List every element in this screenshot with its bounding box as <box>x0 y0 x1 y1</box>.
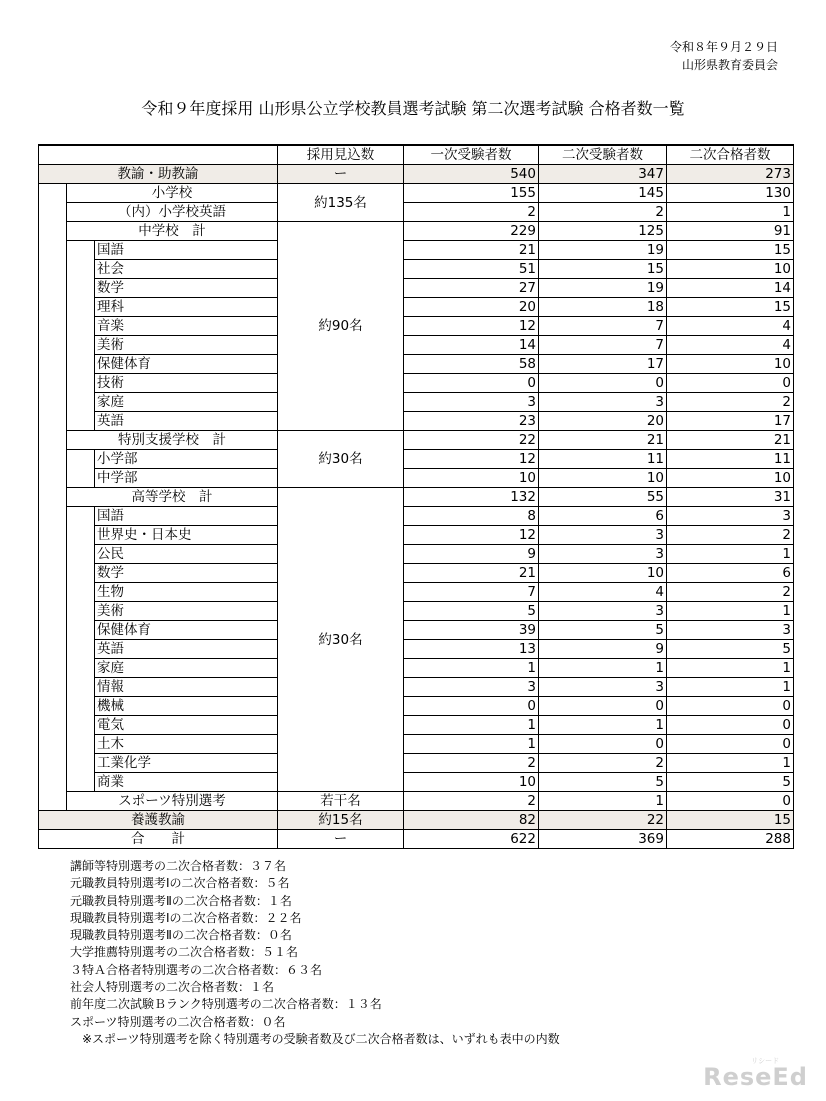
row-label: （内）小学校英語 <box>67 203 278 222</box>
value-cell: 20 <box>539 412 667 431</box>
table-row <box>39 773 794 792</box>
indent-cell <box>67 393 95 412</box>
indent-cell <box>67 355 95 374</box>
value-cell: 10 <box>404 469 539 488</box>
value-cell: 6 <box>539 507 667 526</box>
value-cell: 540 <box>404 165 539 184</box>
value-cell: 21 <box>667 431 794 450</box>
indent-cell <box>67 317 95 336</box>
row-label: 家庭 <box>95 659 278 678</box>
indent-cell <box>39 374 67 393</box>
note-line: 元職教員特別選考Ⅰの二次合格者数：５名 <box>70 876 290 891</box>
value-cell: 15 <box>667 241 794 260</box>
note-line: 現職教員特別選考Ⅰの二次合格者数：２２名 <box>70 910 302 925</box>
value-cell: 273 <box>667 165 794 184</box>
row-label: スポーツ特別選考 <box>67 792 278 811</box>
table-row <box>39 241 794 260</box>
table-row <box>39 450 794 469</box>
value-cell: 10 <box>539 469 667 488</box>
value-cell: 21 <box>539 431 667 450</box>
value-cell: 58 <box>404 355 539 374</box>
table-row <box>39 279 794 298</box>
value-cell: 2 <box>667 583 794 602</box>
value-cell: 10 <box>404 773 539 792</box>
table-row <box>39 374 794 393</box>
summary-row <box>39 165 794 184</box>
indent-cell <box>39 545 67 564</box>
indent-cell <box>39 716 67 735</box>
value-cell: 2 <box>667 393 794 412</box>
value-cell: 0 <box>667 697 794 716</box>
value-cell: 1 <box>404 735 539 754</box>
document-date: 令和８年９月２９日 <box>669 40 778 54</box>
corner-cell <box>39 145 278 165</box>
value-cell: 11 <box>539 450 667 469</box>
value-cell: 31 <box>667 488 794 507</box>
note-line: 現職教員特別選考Ⅱの二次合格者数：０名 <box>70 928 292 943</box>
indent-cell <box>39 621 67 640</box>
row-label: 小学校 <box>67 184 278 203</box>
indent-cell <box>67 602 95 621</box>
value-cell: 1 <box>404 659 539 678</box>
indent-cell <box>39 260 67 279</box>
indent-cell <box>67 545 95 564</box>
indent-cell <box>67 507 95 526</box>
indent-cell <box>39 241 67 260</box>
issuing-organization: 山形県教育委員会 <box>681 58 778 72</box>
value-cell: 229 <box>404 222 539 241</box>
table-row <box>39 507 794 526</box>
table-row <box>39 393 794 412</box>
value-cell: 1 <box>539 716 667 735</box>
table-row <box>39 336 794 355</box>
value-cell: 3 <box>539 526 667 545</box>
value-cell: 288 <box>667 830 794 849</box>
note-line: 元職教員特別選考Ⅱの二次合格者数：１名 <box>70 893 292 908</box>
value-cell: 145 <box>539 184 667 203</box>
column-header: 二次受験者数 <box>539 145 667 165</box>
indent-cell <box>67 773 95 792</box>
value-cell: 17 <box>539 355 667 374</box>
quota-cell: 若干名 <box>278 792 404 811</box>
value-cell: 1 <box>539 659 667 678</box>
note-line: スポーツ特別選考の二次合格者数：０名 <box>70 1014 286 1029</box>
table-row <box>39 602 794 621</box>
indent-cell <box>67 336 95 355</box>
indent-cell <box>39 792 67 811</box>
value-cell: 19 <box>539 279 667 298</box>
row-label: 英語 <box>95 640 278 659</box>
indent-cell <box>39 526 67 545</box>
table-row <box>39 659 794 678</box>
indent-cell <box>67 469 95 488</box>
indent-cell <box>67 754 95 773</box>
indent-cell <box>67 659 95 678</box>
indent-cell <box>39 697 67 716</box>
indent-cell <box>39 355 67 374</box>
value-cell: 3 <box>539 393 667 412</box>
value-cell: 19 <box>539 241 667 260</box>
value-cell: 10 <box>667 469 794 488</box>
subtotal-row <box>39 488 794 507</box>
table-row <box>39 735 794 754</box>
value-cell: 0 <box>539 374 667 393</box>
value-cell: 7 <box>539 317 667 336</box>
indent-cell <box>67 374 95 393</box>
row-label: 社会 <box>95 260 278 279</box>
value-cell: 2 <box>539 754 667 773</box>
row-label: 英語 <box>95 412 278 431</box>
indent-cell <box>67 526 95 545</box>
quota-cell: 約15名 <box>278 811 404 830</box>
value-cell: 18 <box>539 298 667 317</box>
row-label: 高等学校 計 <box>67 488 278 507</box>
indent-cell <box>39 431 67 450</box>
value-cell: 91 <box>667 222 794 241</box>
value-cell: 20 <box>404 298 539 317</box>
table-row <box>39 754 794 773</box>
value-cell: 3 <box>667 621 794 640</box>
indent-cell <box>67 583 95 602</box>
value-cell: 3 <box>539 678 667 697</box>
indent-cell <box>39 298 67 317</box>
indent-cell <box>67 621 95 640</box>
indent-cell <box>39 735 67 754</box>
row-label: 技術 <box>95 374 278 393</box>
table-row <box>39 526 794 545</box>
row-label: 特別支援学校 計 <box>67 431 278 450</box>
value-cell: 82 <box>404 811 539 830</box>
indent-cell <box>39 317 67 336</box>
row-label: 世界史・日本史 <box>95 526 278 545</box>
value-cell: 2 <box>539 203 667 222</box>
row-label: 公民 <box>95 545 278 564</box>
value-cell: 0 <box>404 697 539 716</box>
value-cell: 3 <box>539 545 667 564</box>
header-row <box>39 145 794 165</box>
value-cell: 21 <box>404 564 539 583</box>
value-cell: 0 <box>667 735 794 754</box>
quota-cell: ー <box>278 165 404 184</box>
row-label: 美術 <box>95 336 278 355</box>
quota-cell: ー <box>278 830 404 849</box>
quota-cell: 約30名 <box>278 488 404 792</box>
row-label: 保健体育 <box>95 355 278 374</box>
row-label: 理科 <box>95 298 278 317</box>
indent-cell <box>67 735 95 754</box>
subtotal-row <box>39 222 794 241</box>
value-cell: 13 <box>404 640 539 659</box>
row-label: 情報 <box>95 678 278 697</box>
indent-cell <box>39 678 67 697</box>
value-cell: 9 <box>404 545 539 564</box>
value-cell: 4 <box>667 317 794 336</box>
value-cell: 51 <box>404 260 539 279</box>
value-cell: 6 <box>667 564 794 583</box>
total-row <box>39 830 794 849</box>
value-cell: 155 <box>404 184 539 203</box>
value-cell: 0 <box>667 374 794 393</box>
quota-cell: 約30名 <box>278 431 404 488</box>
table-row <box>39 184 794 203</box>
value-cell: 3 <box>667 507 794 526</box>
indent-cell <box>67 564 95 583</box>
column-header: 一次受験者数 <box>404 145 539 165</box>
table-row <box>39 678 794 697</box>
value-cell: 130 <box>667 184 794 203</box>
value-cell: 1 <box>667 754 794 773</box>
value-cell: 1 <box>667 602 794 621</box>
row-label: 合 計 <box>39 830 278 849</box>
indent-cell <box>39 393 67 412</box>
value-cell: 125 <box>539 222 667 241</box>
table-row <box>39 621 794 640</box>
indent-cell <box>67 241 95 260</box>
indent-cell <box>67 260 95 279</box>
row-label: 音楽 <box>95 317 278 336</box>
row-label: 生物 <box>95 583 278 602</box>
quota-cell: 約135名 <box>278 184 404 222</box>
row-label: 中学部 <box>95 469 278 488</box>
value-cell: 1 <box>404 716 539 735</box>
indent-cell <box>67 678 95 697</box>
value-cell: 4 <box>539 583 667 602</box>
table-row <box>39 469 794 488</box>
indent-cell <box>67 697 95 716</box>
value-cell: 1 <box>667 203 794 222</box>
value-cell: 12 <box>404 450 539 469</box>
column-header: 採用見込数 <box>278 145 404 165</box>
row-label: 保健体育 <box>95 621 278 640</box>
indent-cell <box>39 412 67 431</box>
value-cell: 3 <box>539 602 667 621</box>
value-cell: 5 <box>539 773 667 792</box>
indent-cell <box>39 203 67 222</box>
value-cell: 10 <box>667 260 794 279</box>
indent-cell <box>39 450 67 469</box>
value-cell: 3 <box>404 393 539 412</box>
value-cell: 22 <box>539 811 667 830</box>
table-row <box>39 640 794 659</box>
row-label: 土木 <box>95 735 278 754</box>
value-cell: 15 <box>667 298 794 317</box>
indent-cell <box>39 279 67 298</box>
value-cell: 369 <box>539 830 667 849</box>
value-cell: 5 <box>539 621 667 640</box>
value-cell: 21 <box>404 241 539 260</box>
value-cell: 10 <box>539 564 667 583</box>
value-cell: 1 <box>667 545 794 564</box>
indent-cell <box>39 336 67 355</box>
value-cell: 4 <box>667 336 794 355</box>
indent-cell <box>39 222 67 241</box>
summary-row <box>39 811 794 830</box>
value-cell: 5 <box>667 640 794 659</box>
indent-cell <box>39 773 67 792</box>
value-cell: 2 <box>667 526 794 545</box>
row-label: 美術 <box>95 602 278 621</box>
quota-cell: 約90名 <box>278 222 404 431</box>
indent-cell <box>67 716 95 735</box>
row-label: 養護教諭 <box>39 811 278 830</box>
table-row <box>39 317 794 336</box>
value-cell: 0 <box>667 792 794 811</box>
notes-list <box>70 858 560 1048</box>
note-line: ３特Ａ合格者特別選考の二次合格者数：６３名 <box>70 962 323 977</box>
indent-cell <box>39 659 67 678</box>
value-cell: 17 <box>667 412 794 431</box>
value-cell: 9 <box>539 640 667 659</box>
row-label: 工業化学 <box>95 754 278 773</box>
value-cell: 2 <box>404 754 539 773</box>
value-cell: 14 <box>667 279 794 298</box>
table-row <box>39 716 794 735</box>
indent-cell <box>39 488 67 507</box>
row-label: 電気 <box>95 716 278 735</box>
value-cell: 0 <box>539 735 667 754</box>
column-header: 二次合格者数 <box>667 145 794 165</box>
note-line: 大学推薦特別選考の二次合格者数：５１名 <box>70 945 299 960</box>
indent-cell <box>39 602 67 621</box>
row-label: 商業 <box>95 773 278 792</box>
value-cell: 0 <box>404 374 539 393</box>
row-label: 数学 <box>95 564 278 583</box>
row-label: 数学 <box>95 279 278 298</box>
table-row <box>39 203 794 222</box>
indent-cell <box>39 564 67 583</box>
row-label: 国語 <box>95 507 278 526</box>
value-cell: 14 <box>404 336 539 355</box>
row-label: 家庭 <box>95 393 278 412</box>
value-cell: 3 <box>404 678 539 697</box>
row-label: 小学部 <box>95 450 278 469</box>
value-cell: 0 <box>667 716 794 735</box>
indent-cell <box>39 507 67 526</box>
table-row <box>39 564 794 583</box>
value-cell: 23 <box>404 412 539 431</box>
row-label: 国語 <box>95 241 278 260</box>
value-cell: 39 <box>404 621 539 640</box>
note-line: 社会人特別選考の二次合格者数：１名 <box>70 980 275 995</box>
table-row <box>39 792 794 811</box>
value-cell: 55 <box>539 488 667 507</box>
value-cell: 12 <box>404 526 539 545</box>
row-label: 機械 <box>95 697 278 716</box>
value-cell: 1 <box>539 792 667 811</box>
indent-cell <box>39 754 67 773</box>
table-row <box>39 355 794 374</box>
indent-cell <box>67 450 95 469</box>
value-cell: 1 <box>667 678 794 697</box>
value-cell: 10 <box>667 355 794 374</box>
row-label: 中学校 計 <box>67 222 278 241</box>
page-title: 令和９年度採用 山形県公立学校教員選考試験 第二次選考試験 合格者数一覧 <box>141 99 685 118</box>
subtotal-row <box>39 431 794 450</box>
table-row <box>39 260 794 279</box>
value-cell: 7 <box>539 336 667 355</box>
indent-cell <box>39 469 67 488</box>
indent-cell <box>67 298 95 317</box>
indent-cell <box>67 279 95 298</box>
value-cell: 622 <box>404 830 539 849</box>
value-cell: 15 <box>539 260 667 279</box>
value-cell: 8 <box>404 507 539 526</box>
value-cell: 132 <box>404 488 539 507</box>
value-cell: 7 <box>404 583 539 602</box>
value-cell: 5 <box>667 773 794 792</box>
logo-sub: リシード <box>751 1057 780 1065</box>
value-cell: 27 <box>404 279 539 298</box>
row-label: 教諭・助教諭 <box>39 165 278 184</box>
indent-cell <box>39 184 67 203</box>
value-cell: 347 <box>539 165 667 184</box>
value-cell: 15 <box>667 811 794 830</box>
indent-cell <box>39 640 67 659</box>
results-table <box>38 144 794 849</box>
value-cell: 5 <box>404 602 539 621</box>
logo-text: ReseEd <box>703 1063 808 1091</box>
value-cell: 0 <box>539 697 667 716</box>
table-row <box>39 412 794 431</box>
value-cell: 2 <box>404 203 539 222</box>
value-cell: 1 <box>667 659 794 678</box>
value-cell: 12 <box>404 317 539 336</box>
table-row <box>39 697 794 716</box>
indent-cell <box>67 640 95 659</box>
indent-cell <box>67 412 95 431</box>
table-row <box>39 298 794 317</box>
resemom-logo <box>703 1057 808 1091</box>
value-cell: 2 <box>404 792 539 811</box>
note-line: 講師等特別選考の二次合格者数：３７名 <box>70 859 287 873</box>
indent-cell <box>39 583 67 602</box>
note-line: ※スポーツ特別選考を除く特別選考の受験者数及び二次合格者数は、いずれも表中の内数 <box>70 1031 560 1046</box>
value-cell: 22 <box>404 431 539 450</box>
table-row <box>39 545 794 564</box>
note-line: 前年度二次試験Ｂランク特別選考の二次合格者数：１３名 <box>70 997 382 1012</box>
table-row <box>39 583 794 602</box>
value-cell: 11 <box>667 450 794 469</box>
